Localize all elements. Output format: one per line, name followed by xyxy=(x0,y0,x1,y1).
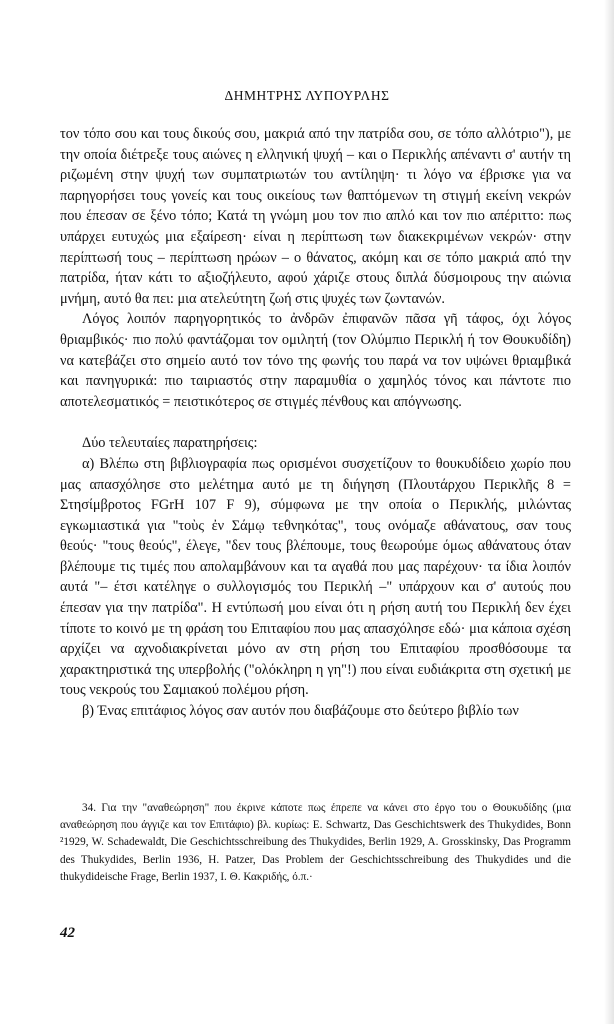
page-number: 42 xyxy=(60,925,75,941)
body-text xyxy=(60,124,571,722)
paragraph-5: β) Ένας επιτάφιος λόγος σαν αυτόν που διαβάζουμε στο δεύτερο βιβλίο των xyxy=(82,703,519,720)
page-edge-shadow xyxy=(604,0,614,1024)
paragraph-3: Δύο τελευταίες παρατηρήσεις: xyxy=(82,435,258,452)
paragraph-gap xyxy=(60,412,571,433)
paragraph-4: α) Βλέπω στη βιβλιογραφία πως ορισμένοι συσχετίζουν το θουκυδίδειο χωρίο που μας απασχόλησε στο μελέτημα αυτό με τη διήγηση (Πλουτάρχου Περικλῆς 8 = Στησίμβροτος FGrH 107 F 9), σύμφωνα με την οποία ο Περικλής, μιλώντας εγκωμιαστικά για "τοὺς ἐν Σάμῳ τεθνηκότας", τους ονόμαζε αθάνατους, σαν τους θεούς· "τους θεούς", έλεγε, "δεν τους βλέπουμε, τους θεωρούμε όμως αθάνατους όταν βλέπουμε τις τιμές που απολαμβάνουν και τα αγαθά που μας παρέχουν· τα ίδια λοιπόν αυτά "– έτσι κατέληγε ο συλλογισμός του Περικλή –" υπάρχουν και σ' αυτούς που έπεσαν για την πατρίδα". Η εντύπωσή μου είναι ότι η ρήση αυτή του Περικλή δεν έχει τίποτε το κοινό με τη φράση του Επιταφίου που μας απασχόλησε εδώ· μια κάποια σχέση αρχίζει να αχνοδιακρίνεται μόνο αν στη ρήση του Επιταφίου προσθόσουμε τα χαρακτηριστικά της υπερβολής ("ολόκληρη η γη"!) που είναι ευδιάκριτα στη σχετική με τους νεκρούς του Σαμιακού πολέμου ρήση. xyxy=(60,455,571,699)
paragraph-1: τον τόπο σου και τους δικούς σου, μακριά από την πατρίδα σου, σε τόπο αλλότριο"), με την οποία διέτρεξε τους αιώνες η ελληνική ψυχή – και ο Περικλής απέναντι σ' αυτήν τη ριζωμένη στην ψυχή των συμπατριωτών του αντίληψη· τι λόγο να έβρισκε για να παρηγορήσει τους γονείς και τους οικείους των θαπτόμενων τη στιγμή εκείνη νεκρών που έπεσαν σε ξένο τόπο; Κατά τη γνώμη μου τον πιο απλό και τον πιο απέριττο: πως υπάρχει ευτυχώς μια εξαίρεση· είναι η περίπτωση των διακεκριμένων νεκρών· στην περίπτωσή τους – περίπτωση ηρώων – ο θάνατος, ακόμη και σε τόπο μακριά από την πατρίδα, ήταν κάτι το αξιοζήλευτο, αφού χάριζε στους διπλά δύσμοιρους την αιώνια μνήμη, αυτό θα πει: μια ατελεύτητη ζωή στις ψυχές των ζωντανών. xyxy=(60,126,571,307)
footnote: 34. Για την "αναθεώρηση" που έκρινε κάποτε πως έπρεπε να κάνει στο έργο του ο Θουκυδίδης (μια αναθεώρηση που άγγιζε και τον Επιτάφιο) βλ. κυρίως: E. Schwartz, Das Geschichtswerk des Thukydides, Bonn ²1929, W. Schadewaldt, Die Geschichtsschreibung des Thukydides, Berlin 1929, A. Grosskinsky, Das Programm des Thukydides, Berlin 1936, H. Patzer, Das Problem der Geschichtsschreibung des Thukydides und die thukydideische Frage, Berlin 1937, Ι. Θ. Κακριδής, ό.π.· xyxy=(60,802,571,883)
running-head: ΔΗΜΗΤΡΗΣ ΛΥΠΟΥΡΛΗΣ xyxy=(224,88,390,103)
paragraph-2: Λόγος λοιπόν παρηγορητικός το ἀνδρῶν ἐπιφανῶν πᾶσα γῆ τάφος, όχι λόγος θριαμβικός· πιο πολύ φαντάζομαι τον ομιλητή (τον Ολύμπιο Περικλή ή τον Θουκυδίδη) να κατεβάζει στο σημείο αυτό τον τόνο της φωνής του παρά να τον υψώνει θριαμβικά και πανηγυρικά: πιο ταιριαστός στην παραμυθία ο χαμηλός τόνος και πάντοτε πιο αποτελεσματικός = πειστικότερος σε στιγμές πένθους και απόγνωσης. xyxy=(60,311,571,410)
